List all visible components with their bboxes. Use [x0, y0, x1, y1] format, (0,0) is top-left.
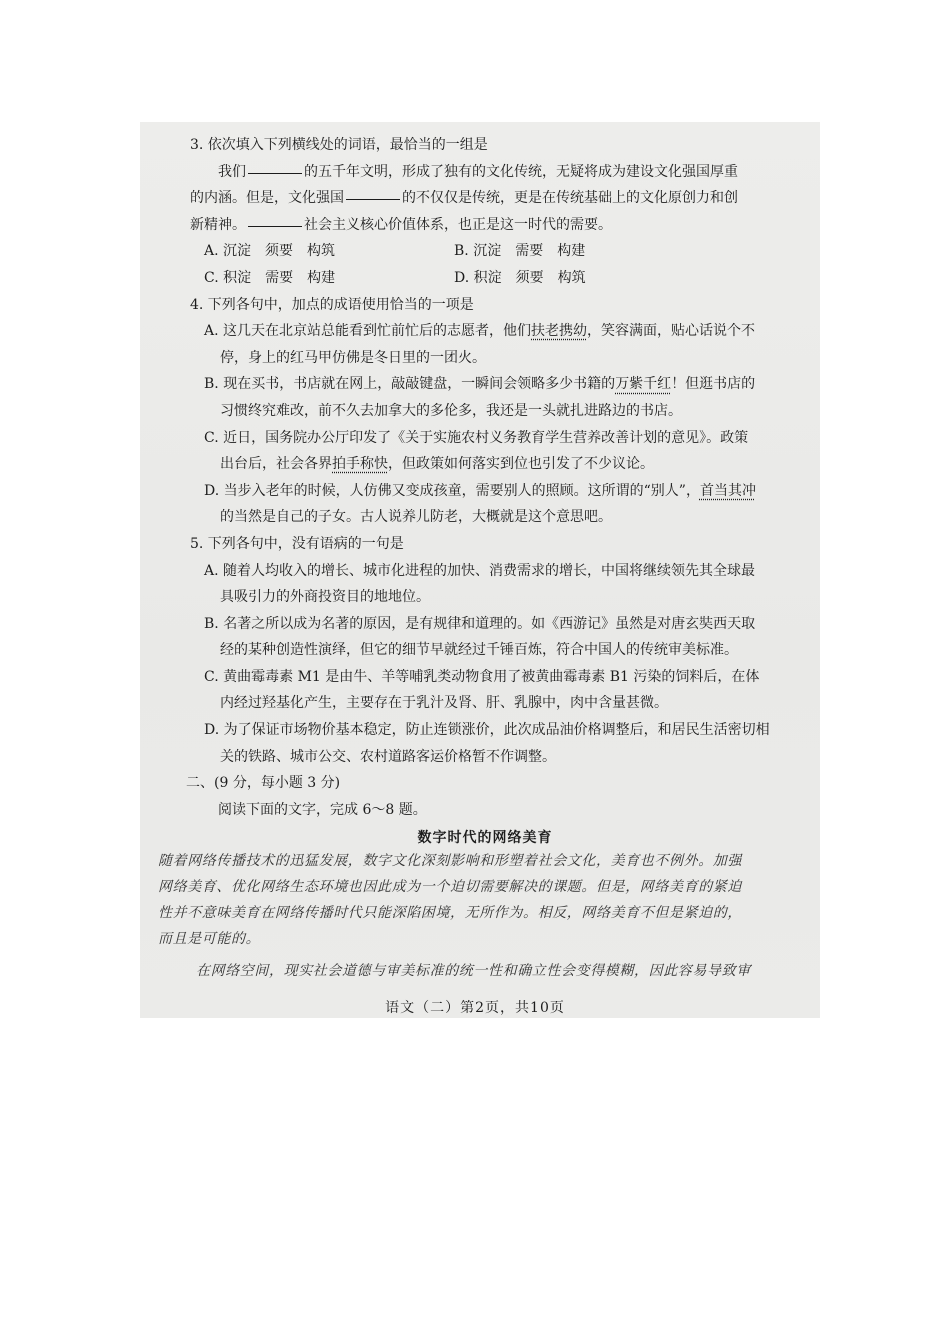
q4-text: B. 现在买书，书店就在网上，敲敲键盘，一瞬间会领略多少书籍的	[204, 376, 616, 393]
q3-options-row-2	[190, 265, 780, 292]
q4-option-c: C. 近日，国务院办公厅印发了《关于实施农村义务教育学生营养改善计划的意见》。政策	[204, 429, 749, 446]
article-line: 而且是可能的。	[158, 931, 261, 947]
q3-text: 社会主义核心价值体系，也正是这一时代的需要。	[304, 216, 612, 233]
q5-option-a-cont: 具吸引力的外商投资目的地地位。	[220, 589, 430, 606]
q4-option-d	[190, 478, 780, 505]
exam-content	[186, 132, 780, 852]
q3-option-c: C. 积淀 需要 构建	[204, 269, 336, 286]
dotted-idiom: 万紫千红	[615, 376, 672, 393]
q4-option-a	[190, 318, 780, 345]
q5-option-d-cont: 关的铁路、城市公交、农村道路客运价格暂不作调整。	[220, 748, 556, 765]
q5-title: 5. 下列各句中，没有语病的一句是	[190, 535, 404, 552]
q3-passage-line-2	[190, 185, 780, 212]
q4-title: 4. 下列各句中，加点的成语使用恰当的一项是	[190, 296, 474, 313]
q3-passage-line-3	[190, 212, 780, 239]
section2-heading: 二、(9 分，每小题 3 分)	[186, 775, 341, 792]
q3-text: 的五千年文明，形成了独有的文化传统，无疑将成为建设文化强国厚重	[304, 163, 738, 180]
q4-text: 出台后，社会各界	[220, 456, 332, 473]
fill-blank	[248, 225, 302, 227]
q4-text: D. 当步入老年的时候，人仿佛又变成孩童，需要别人的照顾。这所谓的“别人”，	[204, 482, 700, 499]
q3-passage-line-1	[190, 159, 780, 186]
q5-option-b: B. 名著之所以成为名著的原因，是有规律和道理的。如《西游记》虽然是对唐玄奘西天取	[204, 615, 756, 632]
q5-option-b-cont: 经的某种创造性演绎，但它的细节早就经过千锤百炼，符合中国人的传统审美标准。	[220, 642, 738, 659]
q4-option-b-cont: 习惯终究难改，前不久去加拿大的多伦多，我还是一头就扎进路边的书店。	[220, 402, 682, 419]
article-line: 网络美育、优化网络生态环境也因此成为一个迫切需要解决的课题。但是，网络美育的紧迫	[158, 879, 742, 895]
dotted-idiom: 首当其冲	[699, 482, 756, 499]
q5-option-a: A. 随着人均收入的增长、城市化进程的加快、消费需求的增长，中国将继续领先其全球最	[204, 562, 756, 579]
q4-text: ！但逛书店的	[671, 376, 756, 393]
q3-text: 的内涵。但是，文化强国	[190, 190, 344, 207]
article-body	[158, 848, 773, 984]
q3-title: 3. 依次填入下列横线处的词语，最恰当的一组是	[190, 137, 488, 153]
q4-option-d-cont: 的当然是自己的子女。古人说养儿防老，大概就是这个意思吧。	[220, 509, 612, 526]
article-line: 在网络空间，现实社会道德与审美标准的统一性和确立性会变得模糊，因此容易导致审	[196, 963, 751, 979]
q3-text: 新精神。	[190, 216, 246, 233]
section2-instruction: 阅读下面的文字，完成 6～8 题。	[218, 801, 427, 818]
q4-option-a-cont: 停，身上的红马甲仿佛是冬日里的一团火。	[220, 349, 486, 366]
fill-blank	[346, 198, 400, 200]
dotted-idiom: 拍手称快	[332, 456, 388, 473]
q3-option-d: D. 积淀 须要 构筑	[454, 269, 586, 286]
q4-text: ，笑容满面，贴心话说个不	[587, 323, 756, 340]
q3-text: 我们	[218, 163, 246, 180]
q5-option-d: D. 为了保证市场物价基本稳定，防止连锁涨价，此次成品油价格调整后，和居民生活密切相	[204, 722, 770, 739]
q4-option-b	[190, 371, 780, 398]
page-footer: 语文（二）第2页，共10页	[385, 1000, 565, 1016]
q4-text: ，但政策如何落实到位也引发了不少议论。	[388, 456, 654, 473]
article-title: 数字时代的网络美育	[417, 830, 553, 847]
article-line: 性并不意味美育在网络传播时代只能深陷困境，无所作为。相反，网络美育不但是紧迫的，	[158, 905, 742, 921]
q5-option-c-cont: 内经过羟基化产生，主要存在于乳汁及肾、肝、乳腺中，肉中含量甚微。	[220, 695, 668, 712]
q5-option-c: C. 黄曲霉毒素 M1 是由牛、羊等哺乳类动物食用了被黄曲霉毒素 B1 污染的饲料后，在体	[204, 668, 760, 685]
q4-option-c-cont	[190, 451, 780, 478]
q3-options-row-1	[190, 238, 780, 265]
q3-option-b: B. 沉淀 需要 构建	[454, 243, 586, 260]
fill-blank	[248, 172, 302, 174]
q4-text: A. 这几天在北京站总能看到忙前忙后的志愿者，他们	[204, 323, 532, 340]
q3-text: 的不仅仅是传统，更是在传统基础上的文化原创力和创	[402, 190, 738, 207]
dotted-idiom: 扶老携幼	[531, 323, 588, 340]
article-line: 随着网络传播技术的迅猛发展，数字文化深刻影响和形塑着社会文化，美育也不例外。加强	[158, 853, 742, 869]
q3-option-a: A. 沉淀 须要 构筑	[204, 243, 336, 260]
